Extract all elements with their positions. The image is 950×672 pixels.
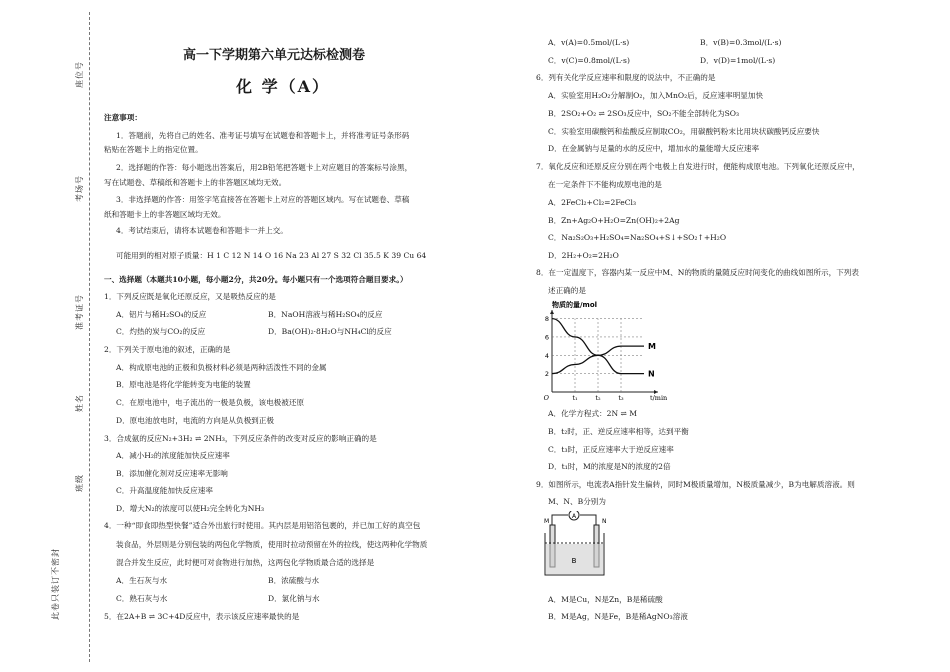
atomic-mass-line: 可能用到的相对原子质量：H 1 C 12 N 14 O 16 Na 23 Al 27 S 32 Cl 35.5 K 39 Cu 64 <box>116 251 427 260</box>
y-axis-arrow <box>550 310 554 314</box>
option: D．氯化钠与水 <box>268 594 320 603</box>
question-stem-cont: 在一定条件下不能构成原电池的是 <box>548 180 662 189</box>
question-stem: 7．氧化反应和还原反应分别在两个电极上自发进行时，便能构成原电池。下列氧化还原反应中， <box>536 162 860 171</box>
subject-title: 化 学（A） <box>236 77 330 96</box>
exam-title: 高一下学期第六单元达标检测卷 <box>183 48 366 63</box>
option: B．NaOH溶液与稀H₂SO₄的反应 <box>268 310 383 319</box>
x-tick-label: t₃ <box>618 394 624 402</box>
series-label-N: N <box>648 369 655 379</box>
question-stem-cont: 混合并发生反应，此时便可对食物进行加热，这两包化学物质最合适的选择是 <box>116 558 375 567</box>
binding-label-class: 班级 <box>75 474 84 492</box>
question-stem: 2．下列关于原电池的叙述，正确的是 <box>104 345 231 354</box>
notice-line: 2．选择题的作答：每小题选出答案后，用2B铅笔把答题卡上对应题目的答案标号涂黑， <box>116 163 413 172</box>
option: B．添加催化剂对反应速率无影响 <box>116 469 228 478</box>
option: C．在原电池中，电子流出的一极是负极，该电极被还原 <box>116 398 305 407</box>
binding-label-room: 考场号 <box>75 175 84 202</box>
notice-line: 1．答题前，先将自己的姓名、准考证号填写在试题卷和答题卡上，并将准考证号条形码 <box>116 131 410 140</box>
electrochemical-cell-figure <box>542 511 612 579</box>
question-stem-cont: 装食品，外层则是分别包装的两包化学物质，使用时拉动预留在外的拉线，使这两种化学物质 <box>116 540 428 549</box>
option: B．原电池是将化学能转变为电能的装置 <box>116 380 251 389</box>
electrolyte-label: B <box>571 557 577 565</box>
binding-seal-text: 此卷只装订不密封 <box>51 548 60 620</box>
mole-time-chart <box>538 298 688 403</box>
y-tick-label: 4 <box>544 351 549 360</box>
notice-heading: 注意事项： <box>104 113 142 122</box>
question-stem: 6．列有关化学反应速率和限度的说法中，不正确的是 <box>536 73 716 82</box>
question-stem-cont: M、N、B分别为 <box>548 497 606 506</box>
question-stem: 8．在一定温度下，容器内某一反应中M、N的物质的量随反应时间变化的曲线如图所示，下列表 <box>536 268 859 277</box>
option: B．Zn+Ag₂O+H₂O=Zn(OH)₂+2Ag <box>548 216 680 225</box>
question-stem: 3．合成氨的反应N₂+3H₂ ⇌ 2NH₃，下列反应条件的改变对反应的影响正确的是 <box>104 434 377 443</box>
option: A．生石灰与水 <box>116 576 168 585</box>
y-tick-label: 8 <box>544 315 549 324</box>
option: A．化学方程式：2N ⇌ M <box>548 409 638 418</box>
section-heading: 一、选择题（本题共10小题，每小题2分，共20分。每小题只有一个选项符合题目要求。） <box>104 275 408 284</box>
option: A．减小H₂的浓度能加快反应速率 <box>116 451 230 460</box>
question-stem: 1．下列反应既是氧化还原反应，又是吸热反应的是 <box>104 292 276 301</box>
binding-dashed-line <box>89 12 90 662</box>
option: B．v(B)=0.3mol/(L·s) <box>700 38 782 47</box>
option: C．v(C)=0.8mol/(L·s) <box>548 56 630 65</box>
option: C．Na₂S₂O₃+H₂SO₄=Na₂SO₄+S↓+SO₂↑+H₂O <box>548 233 727 242</box>
binding-label-seat: 座位号 <box>75 61 84 88</box>
binding-label-ticket: 准考证号 <box>75 294 84 330</box>
option: B．t₂时，正、逆反应速率相等，达到平衡 <box>548 427 689 436</box>
option: D．2H₂+O₂=2H₂O <box>548 251 619 260</box>
notice-line: 粘贴在答题卡上的指定位置。 <box>104 145 203 154</box>
option: A．M是Cu，N是Zn，B是稀硫酸 <box>548 595 663 604</box>
option: D．v(D)=1mol/(L·s) <box>700 56 776 65</box>
x-axis-label: t/min <box>650 394 668 402</box>
notice-line: 4．考试结束后，请将本试题卷和答题卡一并上交。 <box>116 226 288 235</box>
notice-line: 3．非选择题的作答：用签字笔直接答在答题卡上对应的答题区域内。写在试题卷、草稿 <box>116 195 410 204</box>
y-tick-label: 6 <box>544 333 549 342</box>
option: B．2SO₂+O₂ ⇌ 2SO₃反应中，SO₂不能全部转化为SO₃ <box>548 109 740 118</box>
series-label-M: M <box>648 342 656 352</box>
option: D．在金属钠与足量的水的反应中，增加水的量能增大反应速率 <box>548 144 760 153</box>
question-stem: 5．在2A+B ⇌ 3C+4D反应中，表示该反应速率最快的是 <box>104 612 300 621</box>
question-stem: 9．如图所示，电流表A指针发生偏转，同时M极质量增加，N极质量减少，B为电解质溶液。则 <box>536 480 855 489</box>
notice-line: 写在试题卷、草稿纸和答题卡上的非答题区域均无效。 <box>104 178 287 187</box>
option: A．构成原电池的正极和负极材料必须是两种活泼性不同的金属 <box>116 363 327 372</box>
option: C．t₃时，正反应速率大于逆反应速率 <box>548 445 674 454</box>
option: A．v(A)=0.5mol/(L·s) <box>548 38 630 47</box>
option: A．2FeCl₂+Cl₂=2FeCl₃ <box>548 198 637 207</box>
binding-label-name: 姓名 <box>75 394 84 412</box>
option: D．Ba(OH)₂·8H₂O与NH₄Cl的反应 <box>268 327 392 336</box>
option: A．实验室用H₂O₂分解制O₂，加入MnO₂后，反应速率明显加快 <box>548 91 764 100</box>
option: B．M是Ag，N是Fe，B是稀AgNO₃溶液 <box>548 612 688 621</box>
option: A．铝片与稀H₂SO₄的反应 <box>116 310 207 319</box>
chart-title: 物质的量/mol <box>552 301 598 309</box>
option: C．熟石灰与水 <box>116 594 168 603</box>
question-stem: 4．一种“即食即热型快餐”适合外出旅行时使用。其内层是用铝箔包裹的，并已加工好的真空包 <box>104 521 421 530</box>
option: D．原电池放电时，电流的方向是从负极到正极 <box>116 416 274 425</box>
notice-line: 纸和答题卡上的非答题区域均无效。 <box>104 210 226 219</box>
electrode-m-label: M <box>544 518 550 525</box>
electrode-n-label: N <box>602 518 607 525</box>
option: C．升高温度能加快反应速率 <box>116 486 213 495</box>
origin-label: O <box>543 394 549 402</box>
option: C．实验室用碳酸钙和盐酸反应制取CO₂，用碳酸钙粉末比用块状碳酸钙反应要快 <box>548 127 820 136</box>
ammeter-label: A <box>571 513 577 520</box>
x-tick-label: t₁ <box>572 394 578 402</box>
question-stem-cont: 述正确的是 <box>548 286 586 295</box>
option: D．t₁时，M的浓度是N的浓度的2倍 <box>548 462 671 471</box>
x-tick-label: t₂ <box>595 394 601 402</box>
option: B．浓硫酸与水 <box>268 576 320 585</box>
option: D．增大N₂的浓度可以使H₂完全转化为NH₃ <box>116 504 265 513</box>
y-tick-label: 2 <box>544 370 549 379</box>
option: C．灼热的炭与CO₂的反应 <box>116 327 206 336</box>
